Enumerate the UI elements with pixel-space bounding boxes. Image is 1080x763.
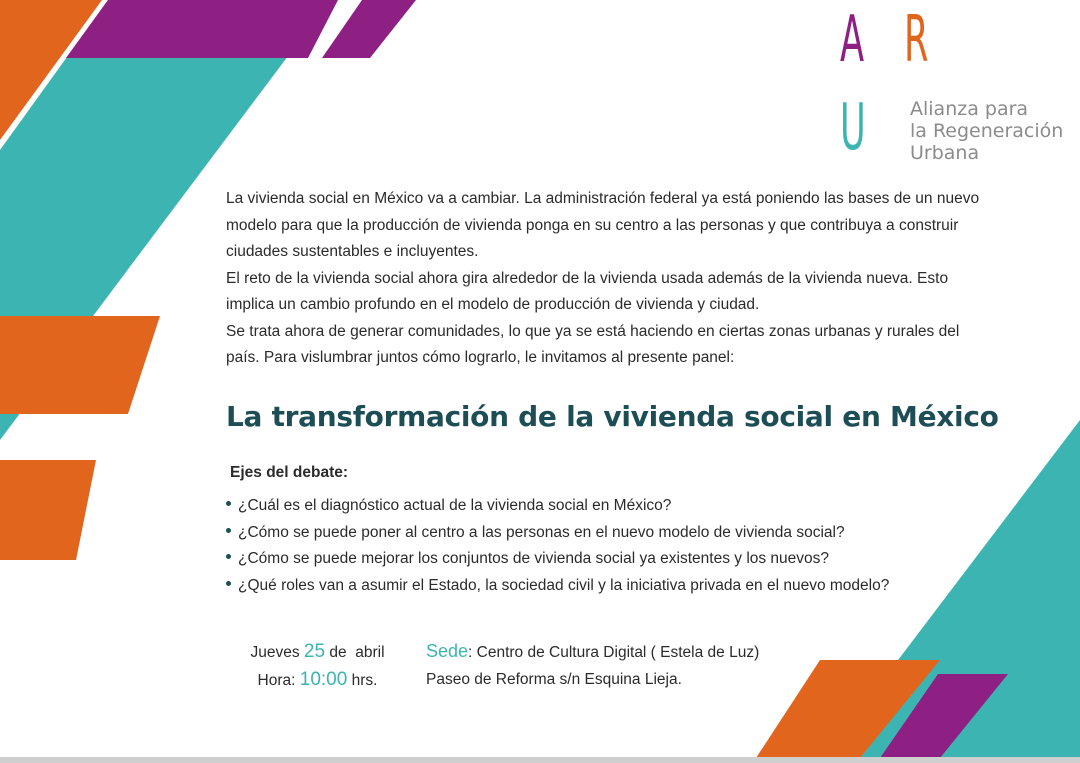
- logo-name-line-2: la Regeneración: [910, 120, 1064, 142]
- intro-text: [226, 186, 986, 372]
- question-text: ¿Qué roles van a asumir el Estado, la sociedad civil y la iniciativa privada en el nuevo modelo?: [238, 576, 890, 594]
- logo-letter-r: R: [904, 3, 929, 77]
- time-value: 10:00: [299, 669, 348, 690]
- venue-name: : Centro de Cultura Digital ( Estela de Luz): [468, 644, 760, 661]
- list-item: [226, 546, 889, 573]
- logo-letter-a: A: [840, 3, 865, 77]
- day-label: Jueves: [250, 644, 300, 661]
- bullet-icon: [226, 528, 231, 533]
- event-venue: [426, 638, 759, 693]
- list-item: [226, 520, 889, 547]
- intro-paragraph-2: El reto de la vivienda social ahora gira alrededor de la vivienda usada además de la vivienda nueva. Esto implica un cambio profundo en el modelo de producción de vivienda y ciudad.: [226, 269, 949, 313]
- intro-paragraph-3: Se trata ahora de generar comunidades, lo que ya se está haciendo en ciertas zonas urbanas y rurales del país. Para vislumbrar juntos cómo lograrlo, le invitamos al presente panel:: [226, 322, 960, 366]
- intro-paragraph-1: La vivienda social en México va a cambiar. La administración federal ya está poniendo las bases de un nuevo modelo para que la producción de vivienda ponga en su centro a las personas y que contribuya a construir ciudades sustentables e incluyentes.: [226, 190, 980, 260]
- question-text: ¿Cómo se puede poner al centro a las personas en el nuevo modelo de vivienda social?: [238, 523, 845, 541]
- date-de: de: [329, 644, 347, 661]
- logo-letter-u: U: [840, 91, 866, 165]
- debate-heading: Ejes del debate:: [230, 464, 349, 481]
- event-datetime: [230, 638, 405, 694]
- venue-address: Paseo de Reforma s/n Esquina Lieja.: [426, 671, 682, 688]
- logo-name-line-1: Alianza para: [910, 98, 1029, 120]
- logo-name-line-3: Urbana: [910, 142, 980, 164]
- purple-bar-top: [66, 0, 338, 58]
- month-label: abril: [355, 644, 385, 661]
- question-text: ¿Cómo se puede mejorar los conjuntos de vivienda social ya existentes y los nuevos?: [238, 550, 830, 567]
- logo-name: [910, 98, 1063, 164]
- event-time: [230, 666, 405, 694]
- orange-bar-left-1: [0, 316, 160, 414]
- list-item: [226, 493, 889, 520]
- debate-questions: [226, 493, 889, 599]
- list-item: [226, 573, 889, 600]
- time-unit: hrs.: [351, 672, 378, 689]
- panel-title: La transformación de la vivienda social en México: [226, 400, 999, 433]
- bullet-icon: [226, 501, 231, 506]
- question-text: ¿Cuál es el diagnóstico actual de la vivienda social en México?: [238, 497, 672, 514]
- bullet-icon: [226, 554, 231, 559]
- bullet-icon: [226, 581, 231, 586]
- time-label: Hora:: [257, 672, 296, 689]
- purple-bar-top-small: [322, 0, 416, 58]
- venue-label: Sede: [426, 641, 469, 661]
- event-date: [230, 638, 405, 666]
- day-number: 25: [303, 641, 326, 662]
- venue-line: [426, 638, 759, 666]
- orange-bar-left-2: [0, 460, 96, 560]
